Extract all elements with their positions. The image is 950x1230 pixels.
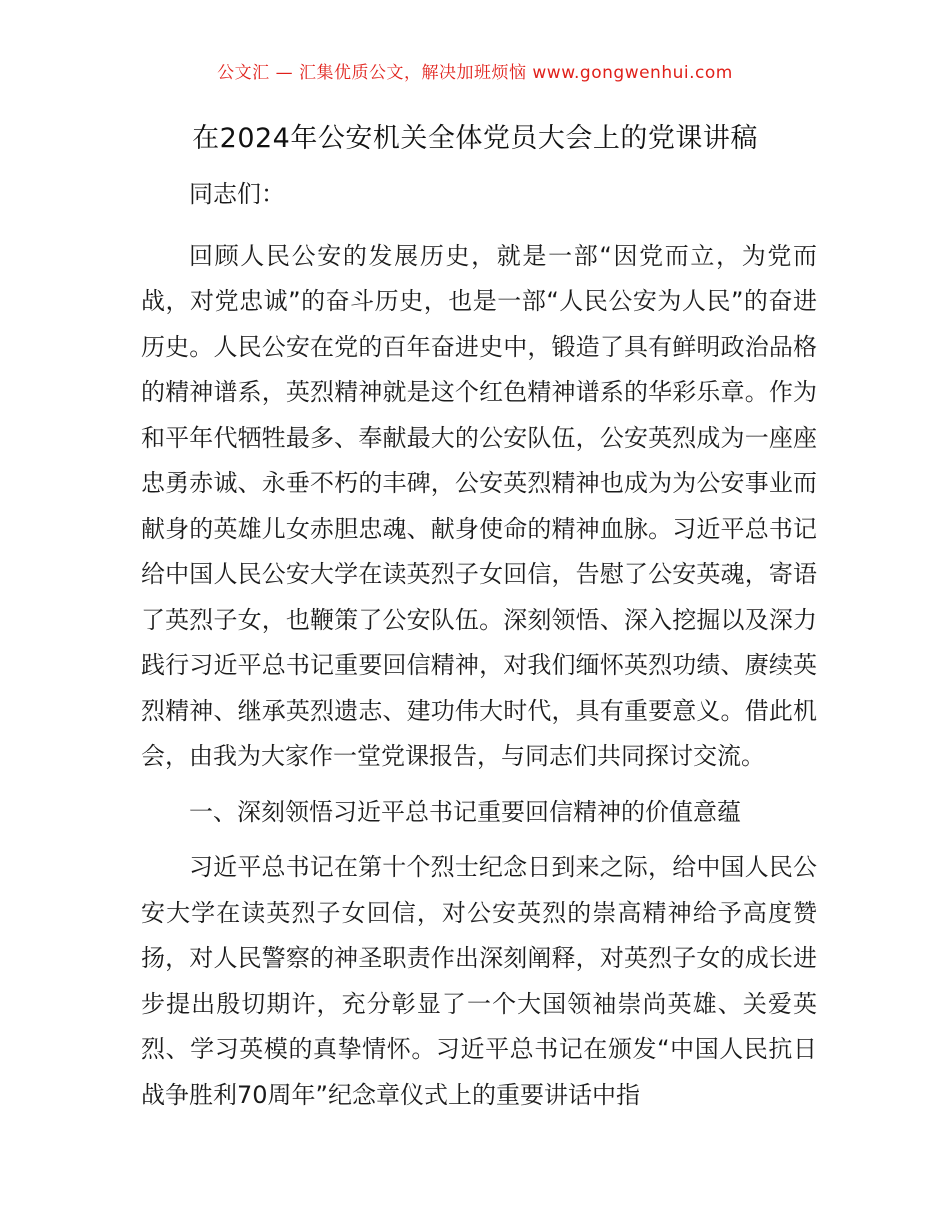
body-paragraph-1: 回顾人民公安的发展历史，就是一部“因党而立，为党而战，对党忠诚”的奋斗历史，也是一部“人民公安为人民”的奋进历史。人民公安在党的百年奋进史中，锻造了具有鲜明政治品格的精神谱系，英烈精神就是这个红色精神谱系的华彩乐章。作为和平年代牺牲最多、奉献最大的公安队伍，公安英烈成为一座座忠勇赤诚、永垂不朽的丰碑，公安英烈精神也成为为公安事业而献身的英雄儿女赤胆忠魂、献身使命的精神血脉。习近平总书记给中国人民公安大学在读英烈子女回信，告慰了公安英魂，寄语了英烈子女，也鞭策了公安队伍。深刻领悟、深入挖掘以及深力践行习近平总书记重要回信精神，对我们缅怀英烈功绩、赓续英烈精神、继承英烈遗志、建功伟大时代，具有重要意义。借此机会，由我为大家作一堂党课报告，与同志们共同探讨交流。 [141, 241, 817, 770]
body-paragraph-2: 习近平总书记在第十个烈士纪念日到来之际，给中国人民公安大学在读英烈子女回信，对公安英烈的崇高精神给予高度赞扬，对人民警察的神圣职责作出深刻阐释，对英烈子女的成长进步提出殷切期许，充分彰显了一个大国领袖崇尚英雄、关爱英烈、学习英模的真挚情怀。习近平总书记在颁发“中国人民抗日战争胜利70周年”纪念章仪式上的重要讲话中指 [141, 853, 817, 1109]
watermark-header: 公文汇 — 汇集优质公文，解决加班烦恼 www.gongwenhui.com [217, 63, 733, 83]
document-title: 在2024年公安机关全体党员大会上的党课讲稿 [192, 123, 758, 154]
section-heading-1: 一、深刻领悟习近平总书记重要回信精神的价值意蕴 [189, 797, 741, 826]
greeting: 同志们： [189, 180, 285, 208]
document-body [141, 172, 817, 1128]
